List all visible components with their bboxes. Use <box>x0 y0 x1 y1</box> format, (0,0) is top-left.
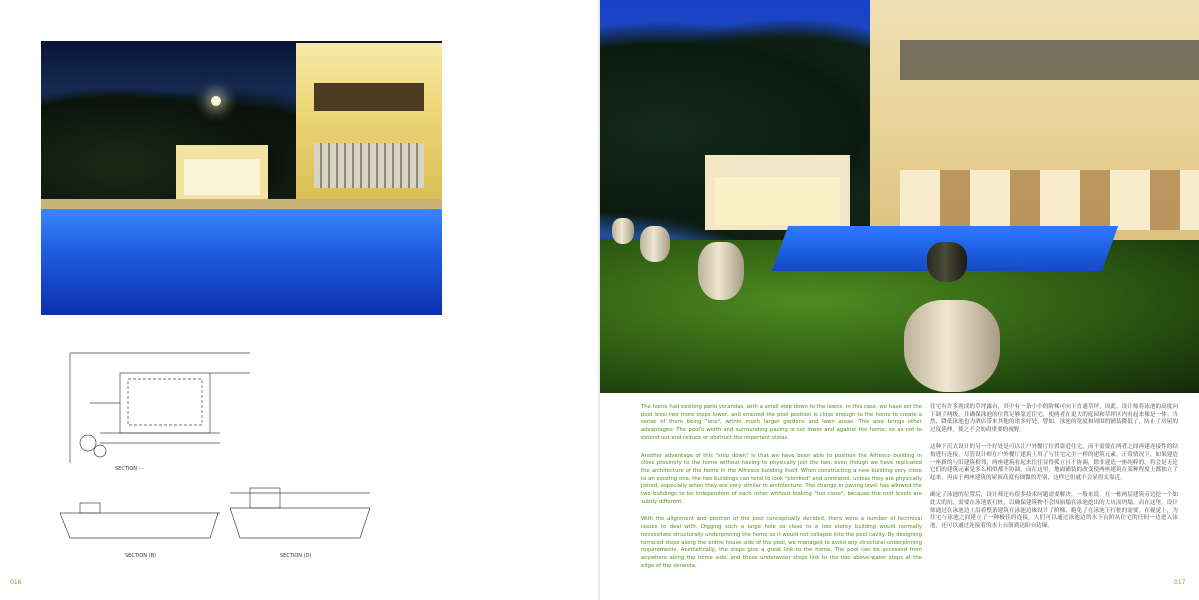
plan-svg <box>40 333 440 563</box>
english-paragraph-3: With the alignment and position of the pool conceptually decided, there were a number of technical issues to deal with. Digging such a large hole so close to a two storey building would normally necessitate structurally underpinning the home so it would not collapse into the pool cavity. By designing terraced steps along the entire house side of the pool, we managed to avoid any structural underpinning requirements. Aesthetically, the steps give a great link to the home. The pool can be accessed from anywhere along the home side, and these underwater steps link to the two above-water steps at the edge of the veranda. <box>641 516 922 569</box>
plan-label-3: SECTION (D) <box>280 553 312 559</box>
chinese-paragraph-3: 确定了泳池的位置后，设计师还有很多技术问题需要解决。一般来说，在一栋两层建筑旁边挖一个如此大的坑，需要在泳池底打桩，以确保建筑物不会因崩塌在泳池挖出的大坑而坍塌。而在这里，设计师通过在泳池边上沿着整条建筑在泳池边缘设计了阶梯，避免了在泳池下打桩的需要。在视觉上，为住宅与泳池之间建立了一种极佳的连接。人们可以通过泳池边的水下台阶从住宅的任何一边进入泳池，还可以通过连接着的水上台阶到达阳台边缘。 <box>930 492 1178 529</box>
plan-label-1: SECTION - - <box>115 466 144 472</box>
moon <box>211 96 221 106</box>
urn <box>640 226 670 262</box>
plan-label-2: SECTION (B) <box>125 553 156 559</box>
urn <box>612 218 634 244</box>
dark-urn <box>927 242 967 282</box>
page-number-left: 016 <box>10 579 22 586</box>
section-drawings <box>40 333 440 563</box>
plan-outline <box>120 373 210 433</box>
house <box>296 43 442 203</box>
chinese-paragraph-2: 这种下沉式设计的另一个好处是可以让户外餐厅位置靠近住宅，而不需要在两者之间再建连接性的结构进行连接，尽管设计师在户外餐厅建筑上用了与住宅完全一样的建筑元素。正常情况下，如果建造一座新的与旧建筑相邻，两座建筑看起来往往显得孤立且不协调，除非建造一座纯粹的，将会是无论它们的建筑元素是多么相似都不协调。而在这里，地面铺装的改变使两座建筑在某种程度上都独立了起来，再由于两座建筑的屋顶高度有细微的差别，这样它们就不会显得太靠近。 <box>930 444 1178 481</box>
alfresco-pavilion <box>176 145 268 201</box>
pool-dusk-photo <box>600 0 1199 393</box>
pool-water <box>41 209 442 315</box>
large-urn <box>904 300 1000 392</box>
english-body <box>641 404 922 580</box>
chinese-paragraph-1: 住宅有许多现成的草坪露台，其中有一条小小的阶梯可向下直通草坪。因此，设计师将泳池的高度向下调了两级，并确保泳池的位置足够靠近住宅，使两者在更大的庭园和草坪区内看起来像是一体。当然，降低泳池也为酒店带来其他的诸多好处。譬如，泳池的宽度和周围的铺装降低了，防止了房屋的过度延伸，使之不会妨碍重要的视野。 <box>930 404 1178 433</box>
house <box>870 0 1199 245</box>
alfresco-pavilion <box>705 155 850 230</box>
urn <box>698 242 744 300</box>
english-paragraph-1: The home had existing patio verandas, with a small step down to the lawns. In this case, we have set the pool level two more steps lower, and ensured the pool position is close enough to the home to create a sense of them being "one", within much larger gardens and lawn areas. This also brings other advantages: The pool's width and surrounding paving is set lower and against the home, so as not to extend out and reduce or obstruct the important vistas. <box>641 404 922 441</box>
english-paragraph-2: Another advantage of this "step down" is that we have been able to position the Alfresco building in close proximity to the home without having to physically join the two, even though we have replicated the architecture of the home in the Alfresco building itself. When constructing a new building very close to an existing one, the two buildings can tend to look "plonked" and unrelated, unless they are physically joined, especially when they are very similar in architecture. The change in paving level has allowed the two buildings to be independent of each other without looking "too close", because the roof levels are subtly different. <box>641 452 922 505</box>
page-number-right: 017 <box>1174 579 1186 586</box>
pool-night-photo <box>41 41 442 315</box>
chinese-body <box>930 404 1178 540</box>
